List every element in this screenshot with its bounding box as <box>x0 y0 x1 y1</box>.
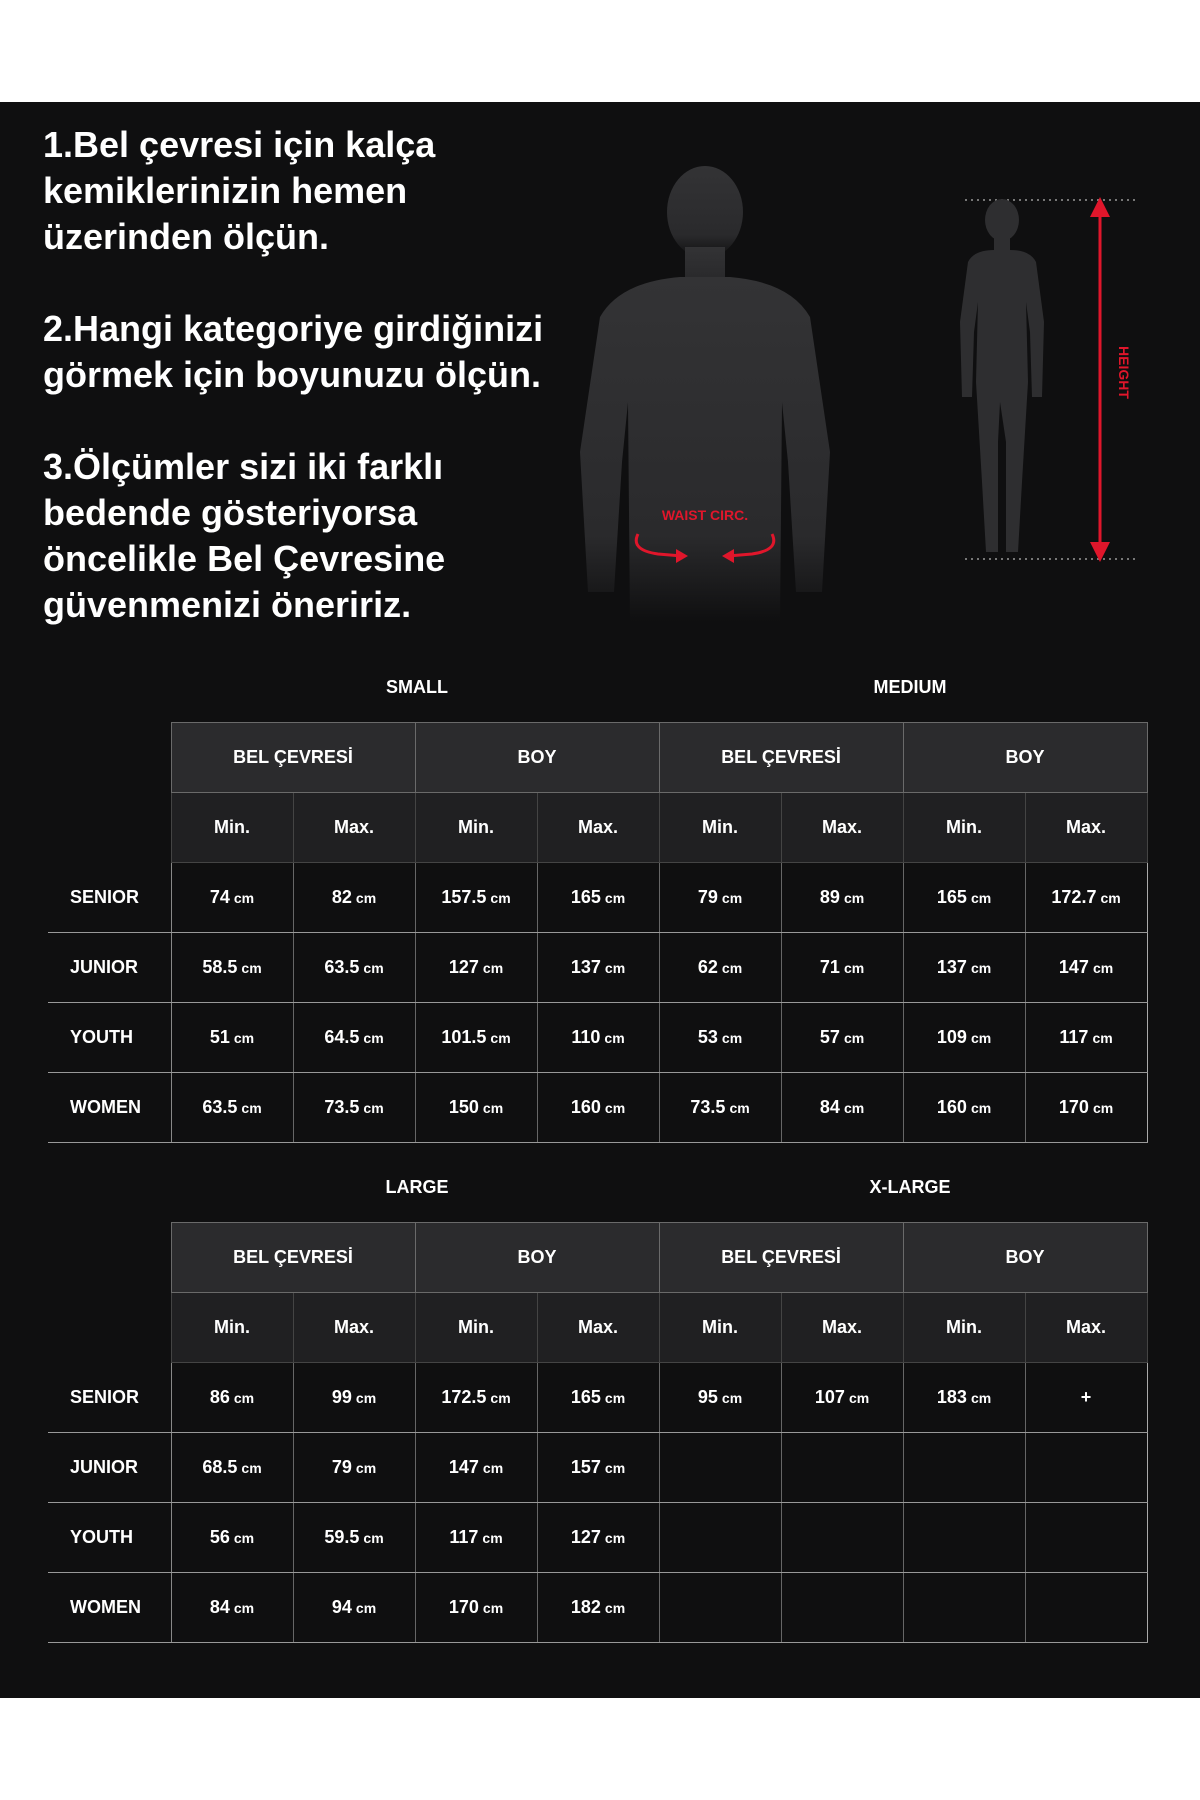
size-value-cell <box>1025 863 1147 933</box>
header-height: BOY <box>903 1223 1147 1293</box>
size-value-cell <box>171 1433 293 1503</box>
size-value-cell <box>903 1433 1025 1503</box>
table-corner <box>48 793 171 863</box>
row-label: YOUTH <box>48 1003 171 1073</box>
unit-label: cm <box>241 1460 262 1476</box>
header-max: Max. <box>1025 1293 1147 1363</box>
table-corner <box>48 1223 171 1293</box>
size-value-cell <box>537 1363 659 1433</box>
measurement-value: 79 <box>697 887 718 907</box>
measurement-value: 51 <box>209 1027 230 1047</box>
header-waist: BEL ÇEVRESİ <box>171 1223 415 1293</box>
header-max: Max. <box>537 793 659 863</box>
unit-label: cm <box>233 890 255 906</box>
measurement-value: 117 <box>449 1527 479 1547</box>
unit-label: cm <box>1092 960 1114 976</box>
header-max: Max. <box>781 1293 903 1363</box>
header-waist: BEL ÇEVRESİ <box>659 723 903 793</box>
size-value-cell <box>781 1573 903 1643</box>
measurement-value: 127 <box>570 1527 601 1547</box>
unit-label: cm <box>490 1030 511 1046</box>
header-max: Max. <box>1025 793 1147 863</box>
measurement-value: 89 <box>819 887 840 907</box>
unit-label: cm <box>1092 1030 1113 1046</box>
unit-label: cm <box>604 1030 625 1046</box>
measurement-value: 59.5 <box>324 1527 360 1547</box>
size-value-cell <box>537 1073 659 1143</box>
size-value-cell <box>781 1503 903 1573</box>
waist-diagram-illustration <box>560 152 850 622</box>
size-title-large: LARGE <box>385 1177 449 1197</box>
header-waist: BEL ÇEVRESİ <box>659 1223 903 1293</box>
instruction-3: 3.Ölçümler sizi iki farklı bedende gösteriyorsa öncelikle Bel Çevresine güvenmenizi öneririz. <box>43 446 446 625</box>
row-label: YOUTH <box>48 1503 171 1573</box>
unit-label: cm <box>482 1100 504 1116</box>
table-row <box>48 1363 1147 1433</box>
measurement-value: 172.7 <box>1051 887 1097 907</box>
table-row <box>48 1573 1147 1643</box>
size-value-cell <box>415 1363 537 1433</box>
measurement-value: 157 <box>570 1457 601 1477</box>
header-max: Max. <box>293 793 415 863</box>
header-min: Min. <box>903 793 1025 863</box>
size-value-cell <box>903 1363 1025 1433</box>
header-min: Min. <box>659 793 781 863</box>
measurement-value: 183 <box>936 1387 967 1407</box>
table-row <box>48 1003 1147 1073</box>
size-value-cell <box>903 1573 1025 1643</box>
unit-label: cm <box>355 890 377 906</box>
size-value-cell <box>415 1433 537 1503</box>
measurement-instructions <box>43 122 643 674</box>
measurement-value: 64.5 <box>324 1027 360 1047</box>
size-value-cell <box>537 933 659 1003</box>
unit-label: cm <box>241 960 262 976</box>
unit-label: cm <box>233 1600 255 1616</box>
unit-label: cm <box>970 960 992 976</box>
size-value-cell <box>293 1003 415 1073</box>
table-corner <box>48 1293 171 1363</box>
measurement-value: 99 <box>331 1387 352 1407</box>
header-waist: BEL ÇEVRESİ <box>171 723 415 793</box>
unit-label: cm <box>721 960 743 976</box>
measurement-value: 94 <box>331 1597 352 1617</box>
row-label: JUNIOR <box>48 933 171 1003</box>
header-height: BOY <box>903 723 1147 793</box>
body-silhouette-icon <box>960 199 1044 552</box>
unit-label: cm <box>604 1460 626 1476</box>
unit-label: cm <box>604 1390 626 1406</box>
size-value-cell <box>293 1503 415 1573</box>
measurement-value: 160 <box>570 1097 601 1117</box>
size-value-cell <box>659 1003 781 1073</box>
unit-label: cm <box>721 1030 743 1046</box>
size-value-cell <box>415 1073 537 1143</box>
size-value-cell <box>781 1363 903 1433</box>
size-value-cell <box>659 1573 781 1643</box>
torso-silhouette-icon <box>580 166 830 622</box>
size-value-cell <box>781 863 903 933</box>
unit-label: cm <box>355 1460 377 1476</box>
size-value-cell <box>1025 1073 1147 1143</box>
size-value-cell <box>659 933 781 1003</box>
unit-label: cm <box>482 960 504 976</box>
size-value-cell <box>781 1003 903 1073</box>
measurement-value: 170 <box>448 1597 479 1617</box>
size-value-cell <box>171 1503 293 1573</box>
header-min: Min. <box>903 1293 1025 1363</box>
unit-label: cm <box>970 1100 992 1116</box>
size-value-cell <box>659 1503 781 1573</box>
size-value-cell <box>781 1433 903 1503</box>
measurement-value: 84 <box>819 1097 840 1117</box>
size-value-cell <box>1025 1003 1147 1073</box>
measurement-value: 172.5 <box>441 1387 487 1407</box>
unit-label: cm <box>843 960 865 976</box>
size-value-cell <box>659 1073 781 1143</box>
size-value-cell <box>537 1433 659 1503</box>
size-value-cell <box>293 1433 415 1503</box>
size-table-large-xlarge <box>48 1222 1148 1643</box>
measurement-value: 57 <box>819 1027 840 1047</box>
measurement-value: 165 <box>570 1387 601 1407</box>
measurement-value: 147 <box>448 1457 479 1477</box>
size-value-cell <box>903 1003 1025 1073</box>
size-value-cell <box>537 1503 659 1573</box>
unit-label: cm <box>604 960 626 976</box>
measurement-value: 110 <box>571 1027 601 1047</box>
measurement-value: 165 <box>570 887 601 907</box>
size-value-cell <box>171 1573 293 1643</box>
unit-label: cm <box>363 960 384 976</box>
size-value-cell <box>171 863 293 933</box>
header-max: Max. <box>537 1293 659 1363</box>
measurement-value: 82 <box>331 887 352 907</box>
unit-label: cm <box>233 1030 255 1046</box>
unit-label: cm <box>363 1030 384 1046</box>
table-row <box>48 863 1147 933</box>
size-value-cell <box>293 1073 415 1143</box>
unit-label: cm <box>604 1100 626 1116</box>
size-value-cell <box>415 933 537 1003</box>
size-value-cell <box>903 863 1025 933</box>
size-value-cell <box>415 863 537 933</box>
measurement-value: 79 <box>331 1457 352 1477</box>
measurement-value: 86 <box>209 1387 230 1407</box>
measurement-value: 117 <box>1059 1027 1089 1047</box>
table-row <box>48 1433 1147 1503</box>
size-value-cell <box>1025 933 1147 1003</box>
unit-label: cm <box>233 1390 255 1406</box>
size-value-cell <box>1025 1573 1147 1643</box>
measurement-value: 58.5 <box>202 957 238 977</box>
unit-label: cm <box>355 1600 377 1616</box>
size-value-cell <box>781 933 903 1003</box>
unit-label: cm <box>970 890 992 906</box>
unit-label: cm <box>490 890 511 906</box>
measurement-value: 150 <box>448 1097 479 1117</box>
size-value-cell <box>293 1573 415 1643</box>
measurement-value: 84 <box>209 1597 230 1617</box>
unit-label: cm <box>482 1460 504 1476</box>
size-table-small-medium <box>48 722 1148 1143</box>
unit-label: cm <box>843 890 865 906</box>
measurement-value: 62 <box>697 957 718 977</box>
height-diagram-illustration <box>930 192 1160 567</box>
measurement-value: 127 <box>448 957 479 977</box>
measurement-value: 137 <box>936 957 967 977</box>
size-value-cell <box>1025 1433 1147 1503</box>
size-value-cell <box>415 1503 537 1573</box>
unit-label: cm <box>241 1100 262 1116</box>
measurement-value: + <box>1080 1387 1092 1407</box>
header-height: BOY <box>415 723 659 793</box>
size-value-cell <box>903 1503 1025 1573</box>
size-value-cell <box>1025 1363 1147 1433</box>
unit-label: cm <box>490 1390 511 1406</box>
size-value-cell <box>415 1003 537 1073</box>
unit-label: cm <box>843 1030 865 1046</box>
size-value-cell <box>903 933 1025 1003</box>
unit-label: cm <box>482 1600 504 1616</box>
size-value-cell <box>1025 1503 1147 1573</box>
size-value-cell <box>537 863 659 933</box>
size-value-cell <box>171 1363 293 1433</box>
table-row <box>48 1503 1147 1573</box>
measurement-value: 137 <box>570 957 601 977</box>
unit-label: cm <box>1092 1100 1114 1116</box>
unit-label: cm <box>482 1530 503 1546</box>
measurement-value: 147 <box>1058 957 1089 977</box>
size-value-cell <box>903 1073 1025 1143</box>
header-max: Max. <box>781 793 903 863</box>
unit-label: cm <box>848 1390 870 1406</box>
header-min: Min. <box>659 1293 781 1363</box>
measurement-value: 74 <box>209 887 230 907</box>
unit-label: cm <box>604 890 626 906</box>
size-value-cell <box>293 1363 415 1433</box>
size-value-cell <box>659 863 781 933</box>
size-value-cell <box>171 933 293 1003</box>
size-value-cell <box>537 1573 659 1643</box>
table-row <box>48 1073 1147 1143</box>
unit-label: cm <box>970 1030 992 1046</box>
size-title-small: SMALL <box>386 677 448 697</box>
header-min: Min. <box>171 793 293 863</box>
measurement-value: 107 <box>814 1387 845 1407</box>
unit-label: cm <box>721 890 743 906</box>
row-label: JUNIOR <box>48 1433 171 1503</box>
header-max: Max. <box>293 1293 415 1363</box>
size-value-cell <box>659 1363 781 1433</box>
header-min: Min. <box>171 1293 293 1363</box>
unit-label: cm <box>970 1390 992 1406</box>
row-label: WOMEN <box>48 1573 171 1643</box>
size-chart-panel <box>0 102 1200 1698</box>
instruction-1: 1.Bel çevresi için kalça kemiklerinizin hemen üzerinden ölçün. <box>43 124 436 257</box>
measurement-value: 101.5 <box>441 1027 487 1047</box>
size-value-cell <box>293 863 415 933</box>
row-label: SENIOR <box>48 863 171 933</box>
unit-label: cm <box>604 1530 626 1546</box>
measurement-value: 63.5 <box>202 1097 238 1117</box>
size-value-cell <box>781 1073 903 1143</box>
unit-label: cm <box>363 1530 384 1546</box>
measurement-value: 73.5 <box>324 1097 360 1117</box>
row-label: SENIOR <box>48 1363 171 1433</box>
row-label: WOMEN <box>48 1073 171 1143</box>
instruction-2: 2.Hangi kategoriye girdiğinizi görmek için boyunuzu ölçün. <box>43 308 544 395</box>
size-value-cell <box>171 1073 293 1143</box>
header-height: BOY <box>415 1223 659 1293</box>
size-title-xlarge: X-LARGE <box>869 1177 951 1197</box>
header-min: Min. <box>415 793 537 863</box>
waist-label: WAIST CIRC. <box>661 507 749 523</box>
header-min: Min. <box>415 1293 537 1363</box>
unit-label: cm <box>355 1390 377 1406</box>
measurement-value: 63.5 <box>324 957 360 977</box>
measurement-value: 170 <box>1058 1097 1089 1117</box>
measurement-value: 56 <box>209 1527 230 1547</box>
measurement-value: 68.5 <box>202 1457 238 1477</box>
unit-label: cm <box>843 1100 865 1116</box>
size-value-cell <box>293 933 415 1003</box>
measurement-value: 157.5 <box>441 887 487 907</box>
measurement-value: 73.5 <box>690 1097 726 1117</box>
unit-label: cm <box>729 1100 750 1116</box>
unit-label: cm <box>363 1100 384 1116</box>
size-title-medium: MEDIUM <box>873 677 947 697</box>
unit-label: cm <box>604 1600 626 1616</box>
table-row <box>48 933 1147 1003</box>
size-value-cell <box>171 1003 293 1073</box>
unit-label: cm <box>233 1530 255 1546</box>
size-value-cell <box>659 1433 781 1503</box>
measurement-value: 109 <box>936 1027 967 1047</box>
height-label: HEIGHT <box>1116 346 1132 399</box>
unit-label: cm <box>721 1390 743 1406</box>
measurement-value: 160 <box>936 1097 967 1117</box>
table-corner <box>48 723 171 793</box>
measurement-value: 95 <box>697 1387 718 1407</box>
measurement-value: 165 <box>936 887 967 907</box>
measurement-value: 182 <box>570 1597 601 1617</box>
size-value-cell <box>537 1003 659 1073</box>
measurement-value: 71 <box>819 957 840 977</box>
size-value-cell <box>415 1573 537 1643</box>
measurement-value: 53 <box>697 1027 718 1047</box>
unit-label: cm <box>1100 890 1121 906</box>
